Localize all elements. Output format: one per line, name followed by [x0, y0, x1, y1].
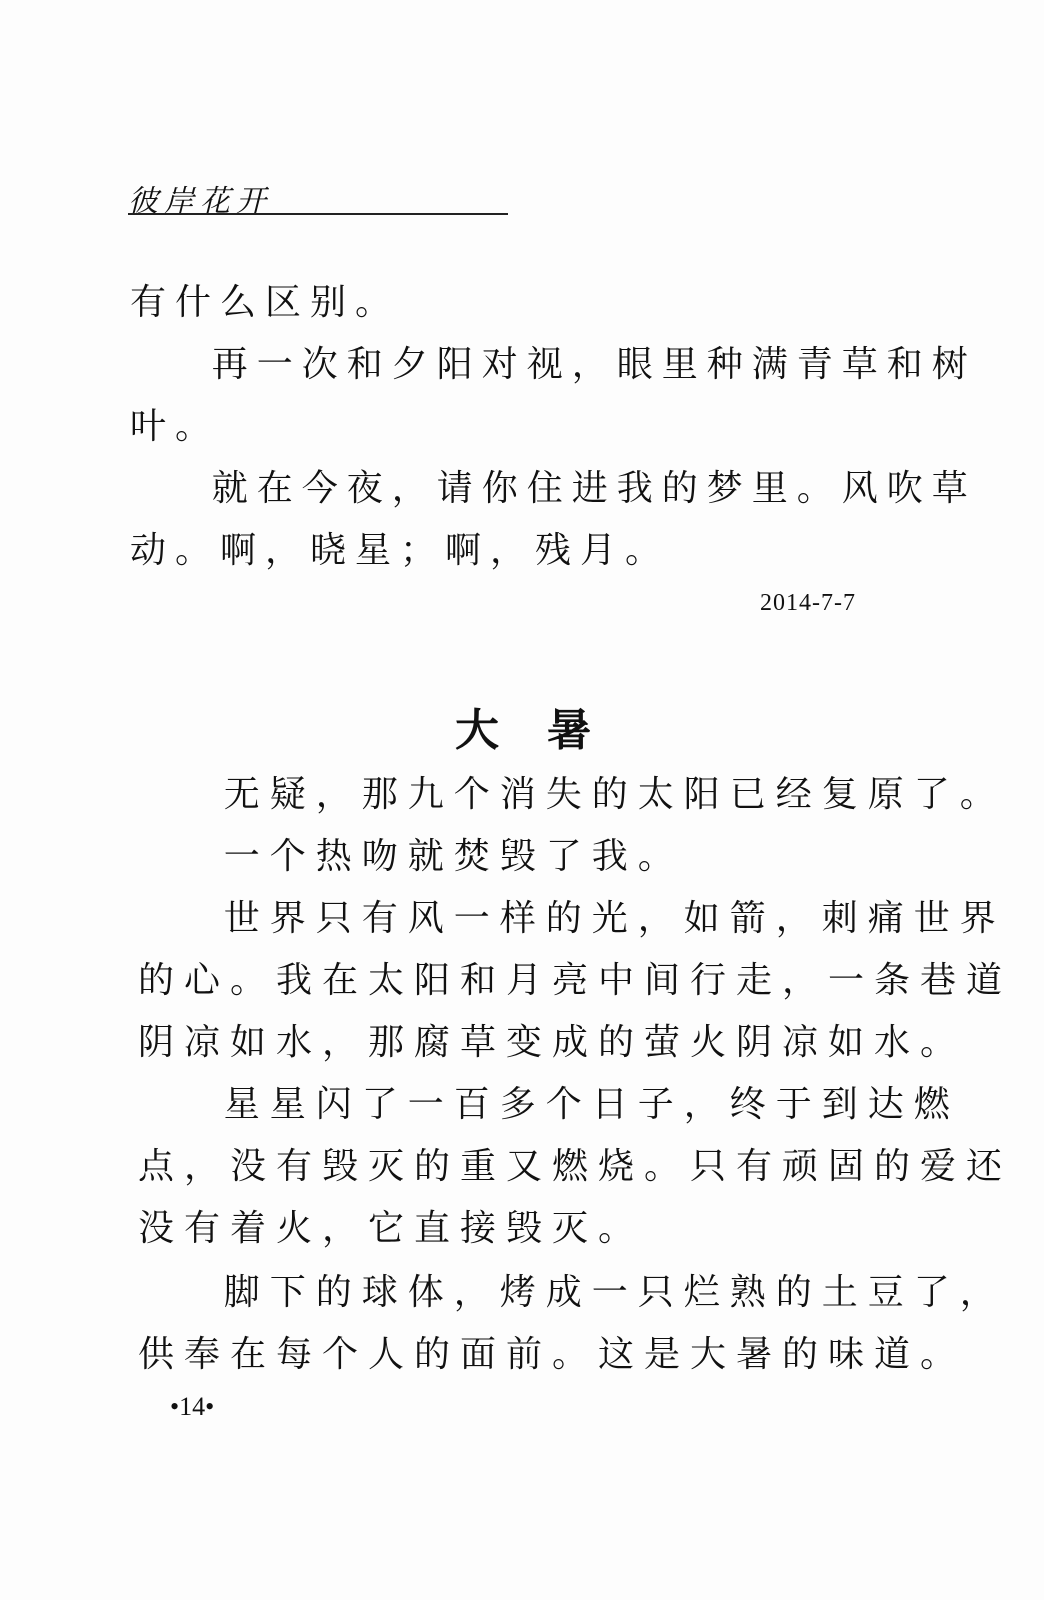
- text-line: 一个热吻就焚毁了我。: [138, 836, 684, 877]
- text-line: 没有着火，它直接毁灭。: [138, 1208, 645, 1249]
- text-line: 再一次和夕阳对视，眼里种满青草和树: [130, 344, 977, 385]
- article-title: 大暑: [455, 705, 639, 756]
- text-line: 动。啊，晓星；啊，残月。: [130, 530, 671, 571]
- text-line: 点，没有毁灭的重又燃烧。只有顽固的爱还: [138, 1146, 1013, 1187]
- text-line: 供奉在每个人的面前。这是大暑的味道。: [138, 1334, 967, 1375]
- header-rule: [128, 213, 508, 215]
- running-head-title: 彼岸花开: [128, 184, 272, 219]
- text-line: 脚下的球体，烤成一只烂熟的土豆了，: [138, 1272, 1006, 1313]
- text-line: 就在今夜，请你住进我的梦里。风吹草: [130, 468, 977, 509]
- text-line: 阴凉如水，那腐草变成的萤火阴凉如水。: [138, 1022, 967, 1063]
- text-line: 有什么区别。: [130, 282, 401, 323]
- text-line: 无疑，那九个消失的太阳已经复原了。: [138, 774, 1006, 815]
- text-line: 星星闪了一百多个日子，终于到达燃: [138, 1084, 960, 1125]
- dateline: 2014-7-7: [760, 590, 856, 616]
- text-line: 世界只有风一样的光，如箭，刺痛世界: [138, 898, 1006, 939]
- text-line: 叶。: [130, 406, 221, 447]
- text-line: 的心。我在太阳和月亮中间行走，一条巷道: [138, 960, 1013, 1001]
- page-number: •14•: [170, 1392, 215, 1421]
